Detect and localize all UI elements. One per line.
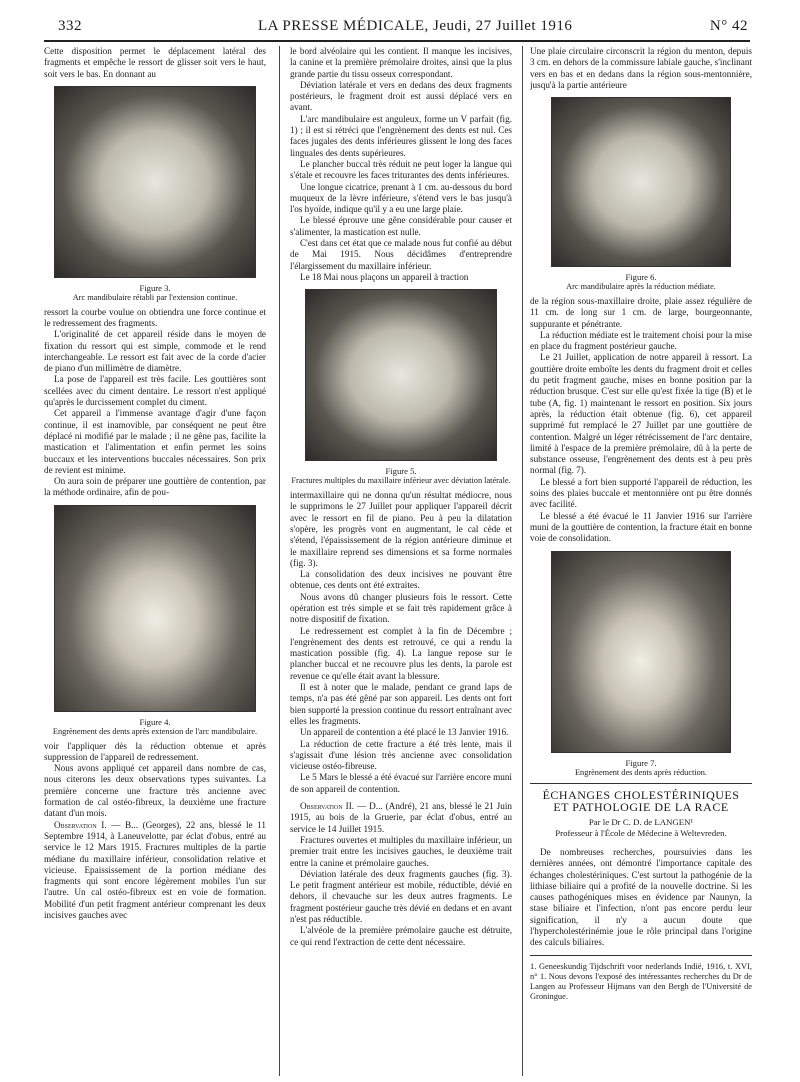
paragraph: On aura soin de préparer une gouttière de contention, par la méthode ordinaire, afin de pou- bbox=[44, 476, 266, 498]
paragraph: Fractures ouvertes et multiples du maxillaire inférieur, un premier trait entre les incisives gauches, le deuxième trait entre la canine et prémolaire gauches. bbox=[290, 834, 512, 868]
paragraph: Le 18 Mai nous plaçons un appareil à traction bbox=[300, 271, 469, 282]
paragraph: Nous avons dû changer plusieurs fois le ressort. Cette opération est très simple et se fait très rapidement grâce à notre dispositif de fixation. bbox=[290, 591, 512, 625]
affiliation: Professeur à l'École de Médecine à Weltevreden. bbox=[555, 827, 727, 838]
paragraph: Nous avons appliqué cet appareil dans nombre de cas, nous citerons les deux observations types suivantes. La première concerne une fracture très ancienne avec formation de cal ostéo-fibreux, la deuxième une fracture datant d'un mois. bbox=[44, 763, 266, 819]
issue-number: N° 42 bbox=[709, 18, 748, 34]
figure-caption: Engrènement des dents après réduction. bbox=[574, 767, 707, 777]
paragraph: La pose de l'appareil est très facile. Les gouttières sont scellées avec du ciment dentaire. Le ressort n'est appliqué qu'après le durcissement complet du ciment. bbox=[44, 374, 266, 408]
column-divider bbox=[522, 46, 523, 1076]
column-3 bbox=[530, 46, 752, 1076]
footnote-rule bbox=[530, 955, 752, 956]
paragraph: Le blessé a été évacué le 11 Janvier 1916 sur l'arrière muni de la gouttière de contention, la fracture était en bonne voie de consolidation. bbox=[530, 510, 752, 544]
figure-4-photo bbox=[54, 505, 256, 712]
column-1 bbox=[44, 46, 266, 1076]
paragraph: Une longue cicatrice, prenant à 1 cm. au-dessous du bord muqueux de la lèvre inférieure, s'étend vers le bas jusqu'à l'os hyoïde, indique qu'il y a eu une large plaie. bbox=[290, 181, 512, 215]
paragraph: La réduction médiate est le traitement choisi pour la mise en place du fragment postérieur gauche. bbox=[530, 329, 752, 352]
figure-caption: Arc mandibulaire rétabli par l'extension continue. bbox=[72, 292, 238, 302]
section-rule bbox=[530, 783, 752, 784]
paragraph: Cet appareil a l'immense avantage d'agir d'une façon continue, il est inamovible, par conséquent ne peut être déplacé ni modifié par le malade ; il ne gêne pas, facilite la mastication et l'alimentation et enfin permet les soins buccaux et les interventions buccales nécessaires. Son prix de revient est minime. bbox=[44, 408, 266, 475]
journal-title: LA PRESSE MÉDICALE, Jeudi, 27 Juillet 1916 bbox=[258, 18, 573, 34]
column-2 bbox=[290, 46, 512, 1076]
paragraph: Le blessé éprouve une gêne considérable pour causer et s'alimenter, la mastication est nulle. bbox=[290, 215, 512, 237]
article-title: ÉCHANGES CHOLESTÉRINIQUES bbox=[542, 788, 740, 803]
paragraph: Il est à noter que le malade, pendant ce grand laps de temps, n'a pas été gêné par son appareil. Les dents ont fort bien supporté la pression continue du ressort entraînant avec elles les fragments. bbox=[290, 682, 512, 726]
header-rule bbox=[44, 40, 750, 42]
figure-4 bbox=[44, 505, 266, 737]
paragraph: ressort la courbe voulue on obtiendra une force continue et le redressement des fragments. bbox=[44, 306, 266, 328]
paragraph: La réduction de cette fracture a été très lente, mais il s'agissait d'une lésion très ancienne avec consolidation vicieuse ostéo-fibreuse. bbox=[290, 738, 512, 772]
paragraph: Le plancher buccal très réduit ne peut loger la langue qui s'étale et recouvre les faces triturantes des dents inférieures. bbox=[290, 158, 512, 181]
paragraph: L'arc mandibulaire est anguleux, forme un V parfait (fig. 1) ; il est si rétréci que l'engrènement des dents est nul. Ces faces jugales des dents inférieures glissent le long des faces linguales des dents supérieures. bbox=[290, 113, 512, 158]
paragraph: L'originalité de cet appareil réside dans le moyen de fixation du ressort qui est simple, commode et le rend interchangeable. Le ressort est fait avec de la corde d'acier de piano d'un millimètre de diamètre. bbox=[44, 329, 266, 374]
paragraph: Le redressement est complet à la fin de Décembre ; l'engrènement des dents est retrouvé, ce qui a rendu la mastication possible (fig. 4). La langue repose sur le plancher buccal et ne recouvre plus les dents, la parole est revenue ce qu'elle était avant la blessure. bbox=[290, 625, 512, 681]
figure-7-photo bbox=[551, 551, 731, 753]
figure-label: Figure 3. bbox=[139, 282, 171, 293]
figure-label: Figure 5. bbox=[385, 466, 417, 477]
column-divider bbox=[279, 46, 280, 1076]
figure-5 bbox=[290, 289, 512, 486]
figure-label: Figure 7. bbox=[625, 757, 657, 768]
paragraph: De nombreuses recherches, poursuivies dans les dernières années, ont démontré l'importance capitale des échanges cholestériniques. C'est surtout la pathogénie de la lithiase biliaire qui a profité de la nouvelle doctrine. Si les causes pathogéniques mises en évidence par Naunyn, la stase biliaire et l'infection, n'ont pas encore perdu leur signification, il n'y a aucun doute que l'hypercholestérinémie joue le rôle principal dans l'origine des calculs biliaires. bbox=[530, 846, 752, 948]
figure-6 bbox=[530, 97, 752, 292]
paragraph: Un appareil de contention a été placé le 13 Janvier 1916. bbox=[300, 727, 509, 738]
paragraph: La consolidation des deux incisives ne pouvant être obtenue, ces dents ont été extraites. bbox=[290, 569, 512, 591]
observation-text: — B... (Georges), 22 ans, blessé le 11 Septembre 1914, à Laneuvelotte, par éclat d'obus, entré au service le 12 Mars 1915. Fractures multiples de la partie médiane du maxillaire inférieur, consolidation relative et vicieuse. Epaississement de la portion médiane des fragments qui sont encore légèrement mobiles l'un sur l'autre. Un cal ostéo-fibreux est en voie de formation. Mobilité d'un petit fragment antérieur comprenant les deux incisives gauches avec bbox=[44, 819, 266, 920]
paragraph: Cette disposition permet le déplacement latéral des fragments et empêche le ressort de glisser soit vers le haut, soit vers le bas. En donnant au bbox=[44, 46, 266, 79]
article-title: ET PATHOLOGIE DE LA RACE bbox=[553, 799, 729, 814]
figure-3 bbox=[44, 86, 266, 303]
figure-label: Figure 4. bbox=[139, 716, 171, 727]
figure-7 bbox=[530, 551, 752, 778]
page-header bbox=[58, 18, 748, 36]
paragraph: Le 5 Mars le blessé a été évacué sur l'arrière encore muni de son appareil de contention. bbox=[290, 772, 512, 794]
paragraph: L'alvéole de la première prémolaire gauche est détruite, ce qui rend l'extraction de cette dent nécessaire. bbox=[290, 925, 512, 947]
byline: Par le Dr C. D. de LANGEN¹ bbox=[588, 816, 694, 827]
figure-5-photo bbox=[305, 289, 497, 461]
paragraph: voir l'appliquer dès la réduction obtenue et après suppression de l'appareil de redressement. bbox=[44, 740, 266, 762]
observation-heading: Observation I. bbox=[54, 819, 107, 830]
paragraph: intermaxillaire qui ne donna qu'un résultat médiocre, nous le supprimons le 27 Juillet pour appliquer l'appareil décrit avec le ressort en fil de piano. Peu à peu la dilatation s'opère, les progrès vont en augmentant, le cal cède et s'étend, l'épaississement de la région antérieure diminue et le maxillaire reprend ses dimensions et sa forme normales (fig. 3). bbox=[290, 490, 512, 568]
paragraph: Le 21 Juillet, application de notre appareil à ressort. La gouttière droite emboîte les dents du fragment droit et celles du petit fragment gauche, mises en bonne position par la réduction brusque. C'est sur elle qu'est fixée la tige (B) et le tube (A, fig. 1) maintenant le ressort en position. Six jours après, la réduction était obtenue (fig. 6), cet appareil supprimé fut remplacé le 27 Juillet par une gouttière de contention. Malgré un léger rétrécissement de l'arc dentaire, limité à l'espace de la première prémolaire, dû à la perte de substance osseuse, l'engrènement des dents est à peu près normal (fig. 7). bbox=[530, 352, 752, 476]
paragraph: le bord alvéolaire qui les contient. Il manque les incisives, la canine et la première prémolaire droites, ainsi que la plus grande partie du tissu osseux correspondant. bbox=[290, 46, 512, 79]
figure-6-photo bbox=[551, 97, 731, 267]
observation-1 bbox=[44, 820, 266, 922]
paragraph: de la région sous-maxillaire droite, plaie assez régulière de 11 cm. de long sur 1 cm. de large, bourgeonnante, suppurante et pénétrante. bbox=[530, 295, 752, 329]
paragraph: Une plaie circulaire circonscrit la région du menton, depuis 3 cm. en dehors de la commissure labiale gauche, s'inclinant vers en bas et en dedans dans la région sous-mentonnière, jusqu'à la partie antérieure bbox=[530, 46, 752, 90]
figure-caption: Fractures multiples du maxillaire inférieur avec déviation latérale. bbox=[291, 476, 511, 486]
paragraph: C'est dans cet état que ce malade nous fut confié au début de Mai 1915. Nous décidâmes d'entreprendre l'élargissement du maxillaire inférieur. bbox=[290, 238, 512, 271]
paragraph: Déviation latérale des deux fragments gauches (fig. 3). Le petit fragment antérieur est mobile, réductible, dévié en dehors, il chevauche sur les deux autres fragments. Le fragment postérieur gauche très dévié en dedans et en avant n'est pas réductible. bbox=[290, 868, 512, 925]
paragraph: Le blessé a fort bien supporté l'appareil de réduction, les soins des plaies buccale et mentonnière ont pu être donnés avec facilité. bbox=[530, 476, 752, 510]
observation-heading: Observation II. bbox=[300, 801, 355, 812]
figure-label: Figure 6. bbox=[625, 272, 657, 283]
figure-caption: Engrènement des dents après extension de l'arc mandibulaire. bbox=[52, 726, 258, 736]
figure-caption: Arc mandibulaire après la réduction médiate. bbox=[566, 282, 716, 292]
observation-2 bbox=[290, 801, 512, 835]
paragraph: Déviation latérale et vers en dedans des deux fragments postérieurs, le fragment droit est aussi déplacé vers en avant. bbox=[290, 79, 512, 113]
footnote: 1. Geneeskundig Tijdschrift voor nederlands Indië, 1916, t. XVI, n° 1. Nous devons l'exposé des intéressantes recherches du Dr de Langen au Professeur Hijmans van den Bergh de l'Université de Groningue. bbox=[530, 961, 752, 1001]
page-number: 332 bbox=[58, 18, 82, 34]
figure-3-photo bbox=[54, 86, 256, 278]
observation-text: — D... (André), 21 ans, blessé le 21 Juin 1915, au bois de la Gruerie, par éclat d'obus, entré au service le 14 Juillet 1915. bbox=[290, 801, 512, 834]
